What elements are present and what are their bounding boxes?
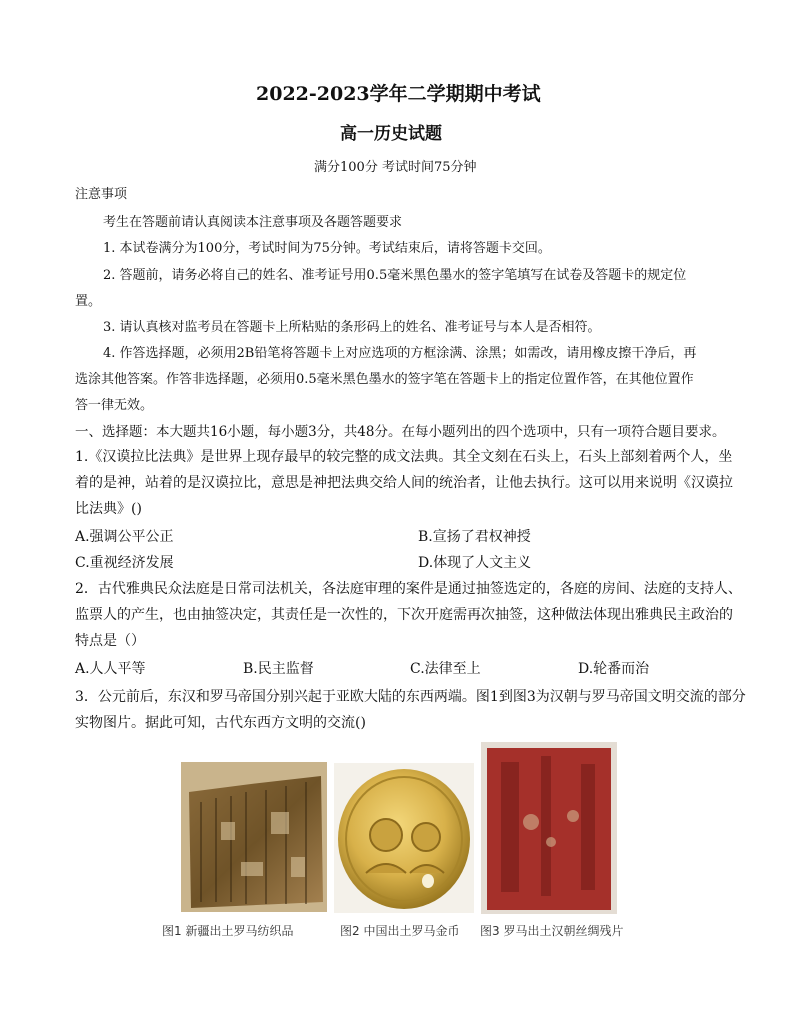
question-1-line: 1.《汉谟拉比法典》是世界上现存最早的较完整的成文法典。其全文刻在石头上，石头上部刻着两个人，坐 <box>75 449 733 465</box>
section-heading: 一、选择题：本大题共16小题，每小题3分，共48分。在每小题列出的四个选项中，只有一项符合题目要求。 <box>75 424 726 440</box>
figure-2-caption: 图2 中国出土罗马金币 <box>340 924 460 938</box>
exam-subtitle: 高一历史试题 <box>340 124 442 144</box>
question-2-option-c: C.法律至上 <box>410 661 481 677</box>
figure-1-caption: 图1 新疆出土罗马纺织品 <box>162 924 294 938</box>
question-1-option-c: C.重视经济发展 <box>75 555 174 571</box>
question-2-option-a: A.人人平等 <box>75 661 146 677</box>
notice-item: 答一律无效。 <box>75 398 154 413</box>
notice-item: 3. 请认真核对监考员在答题卡上所粘贴的条形码上的姓名、准考证号与本人是否相符。 <box>103 320 601 335</box>
question-1-line: 着的是神，站着的是汉谟拉比，意思是神把法典交给人间的统治者，让他去执行。这可以用来说明《汉谟拉 <box>75 475 733 491</box>
question-1-line: 比法典》() <box>75 501 142 517</box>
question-1-option-a: A.强调公平公正 <box>75 529 174 545</box>
figure-3-caption: 图3 罗马出土汉朝丝绸残片 <box>480 924 624 938</box>
notice-intro: 考生在答题前请认真阅读本注意事项及各题答题要求 <box>103 215 403 230</box>
notice-item: 选涂其他答案。作答非选择题，必须用0.5毫米黑色墨水的签字笔在答题卡上的指定位置作答，在其他位置作 <box>75 372 694 387</box>
figure-1-roman-textile-image <box>181 762 327 912</box>
notice-item: 1. 本试卷满分为100分，考试时间为75分钟。考试结束后，请将答题卡交回。 <box>103 241 551 256</box>
notice-heading: 注意事项 <box>75 187 128 202</box>
figure-3-han-silk-fragment-image <box>481 742 617 914</box>
question-2-option-b: B.民主监督 <box>243 661 314 677</box>
figure-2-roman-gold-coin-image <box>334 763 474 913</box>
exam-title: 2022-2023学年二学期期中考试 <box>256 83 541 105</box>
notice-item: 4. 作答选择题，必须用2B铅笔将答题卡上对应选项的方框涂满、涂黑；如需改，请用橡皮擦干净后，再 <box>103 346 697 361</box>
question-1-option-d: D.体现了人文主义 <box>418 555 532 571</box>
question-3-line: 实物图片。据此可知，古代东西方文明的交流() <box>75 715 366 731</box>
notice-item: 置。 <box>75 294 102 309</box>
question-2-line: 特点是（） <box>75 633 145 649</box>
question-2-line: 监票人的产生，也由抽签决定，其责任是一次性的，下次开庭需再次抽签，这种做法体现出雅典民主政治的 <box>75 607 733 623</box>
question-1-option-b: B.宣扬了君权神授 <box>418 529 531 545</box>
notice-item: 2. 答题前，请务必将自己的姓名、准考证号用0.5毫米黑色墨水的签字笔填写在试卷及答题卡的规定位 <box>103 268 687 283</box>
question-3-line: 3．公元前后，东汉和罗马帝国分别兴起于亚欧大陆的东西两端。图1到图3为汉朝与罗马帝国文明交流的部分 <box>75 689 746 705</box>
question-2-option-d: D.轮番而治 <box>578 661 650 677</box>
question-2-line: 2．古代雅典民众法庭是日常司法机关，各法庭审理的案件是通过抽签选定的，各庭的房间、法庭的支持人、 <box>75 581 742 597</box>
exam-meta: 满分100分 考试时间75分钟 <box>314 160 477 175</box>
